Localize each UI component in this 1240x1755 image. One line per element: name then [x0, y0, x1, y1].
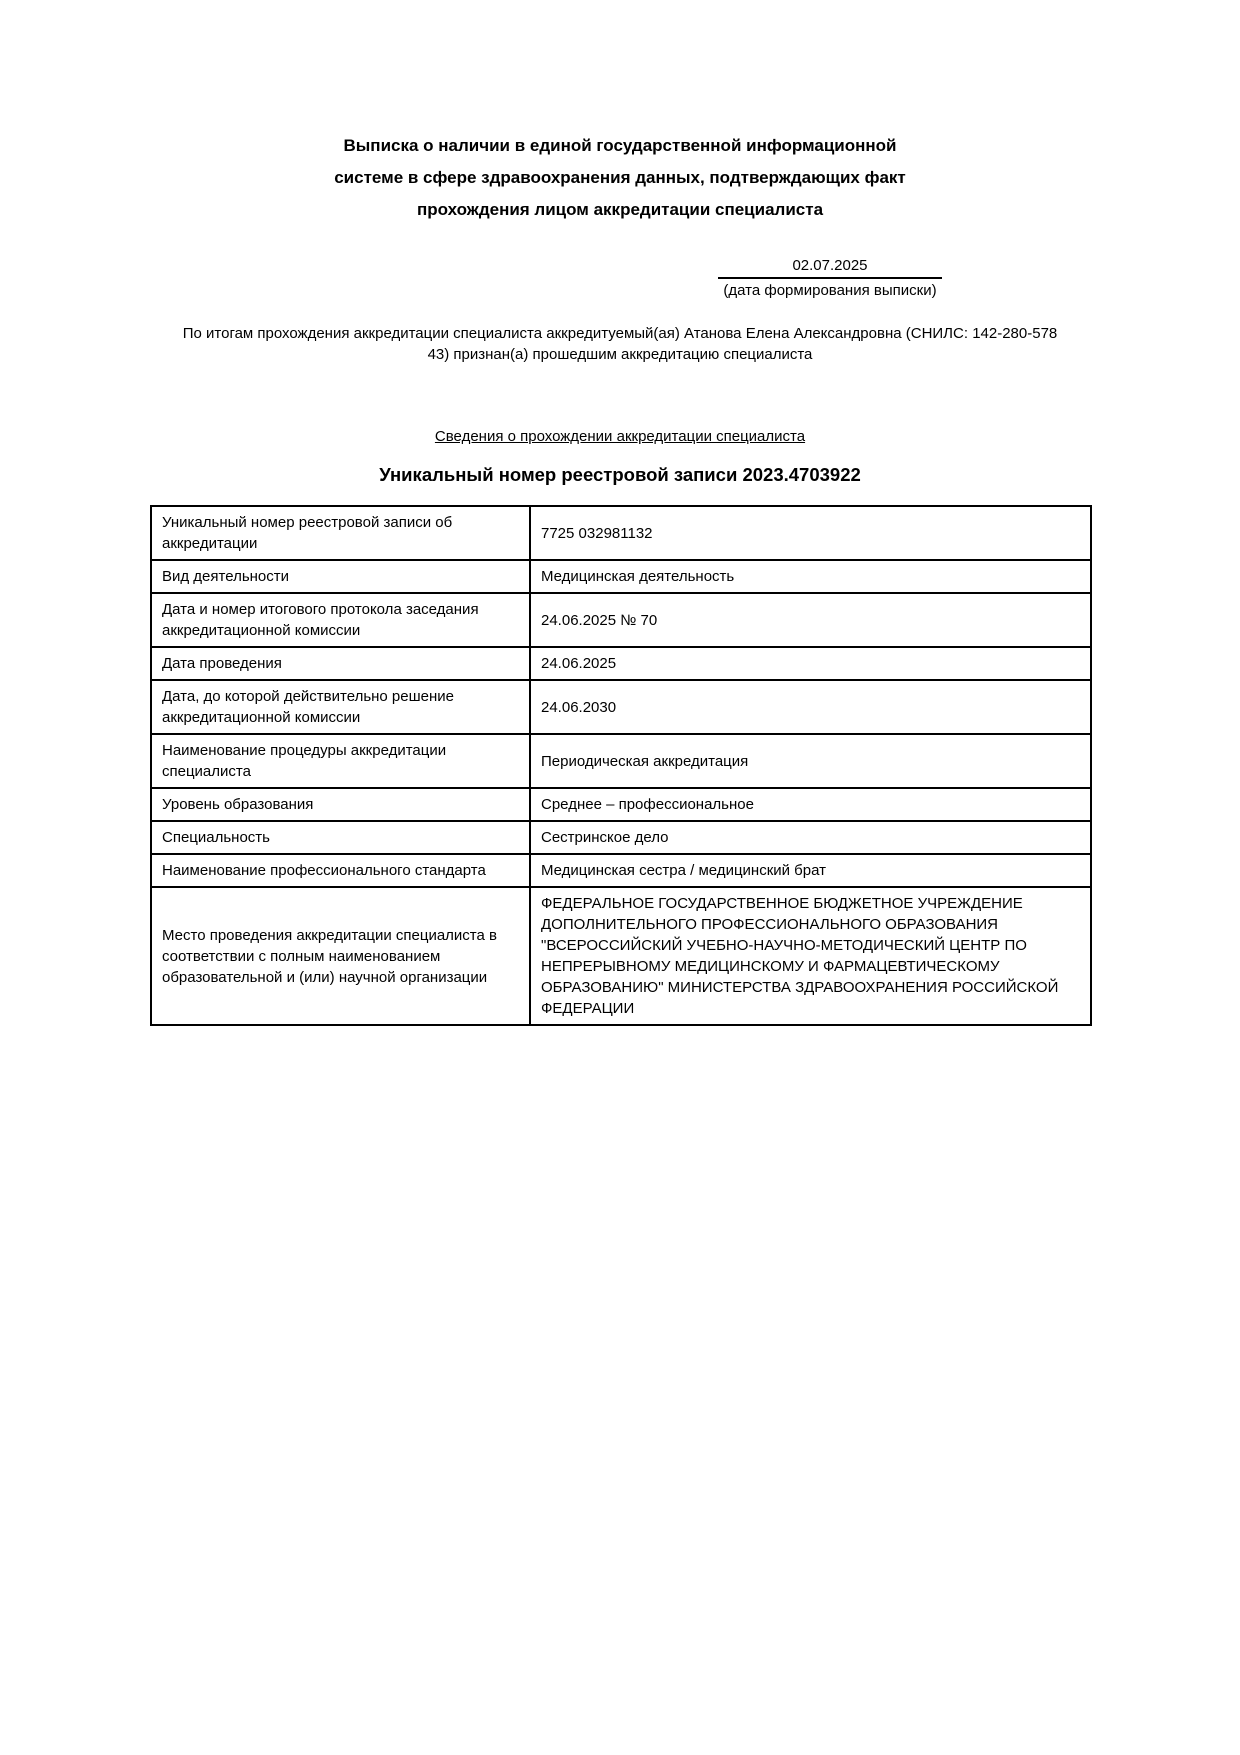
document-content	[145, 0, 1095, 1026]
row-label: Специальность	[151, 821, 530, 854]
row-value: ФЕДЕРАЛЬНОЕ ГОСУДАРСТВЕННОЕ БЮДЖЕТНОЕ УЧРЕЖДЕНИЕ ДОПОЛНИТЕЛЬНОГО ПРОФЕССИОНАЛЬНОГО ОБРАЗОВАНИЯ "ВСЕРОССИЙСКИЙ УЧЕБНО-НАУЧНО-МЕТОДИЧЕСКИЙ ЦЕНТР ПО НЕПРЕРЫВНОМУ МЕДИЦИНСКОМУ И ФАРМАЦЕВТИЧЕСКОМУ ОБРАЗОВАНИЮ" МИНИСТЕРСТВА ЗДРАВООХРАНЕНИЯ РОССИЙСКОЙ ФЕДЕРАЦИИ	[530, 887, 1091, 1025]
row-value: Медицинская сестра / медицинский брат	[530, 854, 1091, 887]
table-row	[151, 647, 1091, 680]
row-value: 24.06.2025 № 70	[530, 593, 1091, 647]
document-title-line-3: прохождения лицом аккредитации специалиста	[416, 200, 824, 219]
row-label: Уникальный номер реестровой записи об аккредитации	[151, 506, 530, 560]
generation-date-block	[718, 256, 942, 301]
row-label: Наименование профессионального стандарта	[151, 854, 530, 887]
table-row	[151, 821, 1091, 854]
table-row	[151, 734, 1091, 788]
table-row	[151, 680, 1091, 734]
record-number-heading: Уникальный номер реестровой записи 2023.4703922	[379, 464, 861, 485]
table-row	[151, 788, 1091, 821]
row-label: Дата проведения	[151, 647, 530, 680]
table-row	[151, 854, 1091, 887]
row-value: 24.06.2025	[530, 647, 1091, 680]
row-label: Уровень образования	[151, 788, 530, 821]
row-label: Дата, до которой действительно решение аккредитационной комиссии	[151, 680, 530, 734]
row-value: Периодическая аккредитация	[530, 734, 1091, 788]
document-title-line-1: Выписка о наличии в единой государственной информационной	[343, 136, 897, 155]
row-label: Место проведения аккредитации специалиста в соответствии с полным наименованием образовательной и (или) научной организации	[151, 887, 530, 1025]
generation-date: 02.07.2025	[718, 256, 942, 279]
row-value: Сестринское дело	[530, 821, 1091, 854]
row-value: 24.06.2030	[530, 680, 1091, 734]
intro-paragraph	[145, 323, 1095, 365]
table-row	[151, 560, 1091, 593]
row-label: Вид деятельности	[151, 560, 530, 593]
row-value: 7725 032981132	[530, 506, 1091, 560]
table-row	[151, 887, 1091, 1025]
table-row	[151, 506, 1091, 560]
row-value: Среднее – профессиональное	[530, 788, 1091, 821]
accreditation-table	[150, 505, 1092, 1026]
document-title-line-2: системе в сфере здравоохранения данных, подтверждающих факт	[334, 168, 906, 187]
intro-paragraph-line-2: 43) признан(а) прошедшим аккредитацию специалиста	[427, 346, 813, 363]
intro-paragraph-line-1: По итогам прохождения аккредитации специалиста аккредитуемый(ая) Атанова Елена Александровна (СНИЛС: 142-280-578	[182, 325, 1058, 342]
generation-date-caption: (дата формирования выписки)	[723, 282, 937, 299]
section-heading: Сведения о прохождении аккредитации специалиста	[434, 428, 806, 445]
row-label: Дата и номер итогового протокола заседания аккредитационной комиссии	[151, 593, 530, 647]
document-title	[145, 130, 1095, 226]
row-label: Наименование процедуры аккредитации специалиста	[151, 734, 530, 788]
table-row	[151, 593, 1091, 647]
row-value: Медицинская деятельность	[530, 560, 1091, 593]
